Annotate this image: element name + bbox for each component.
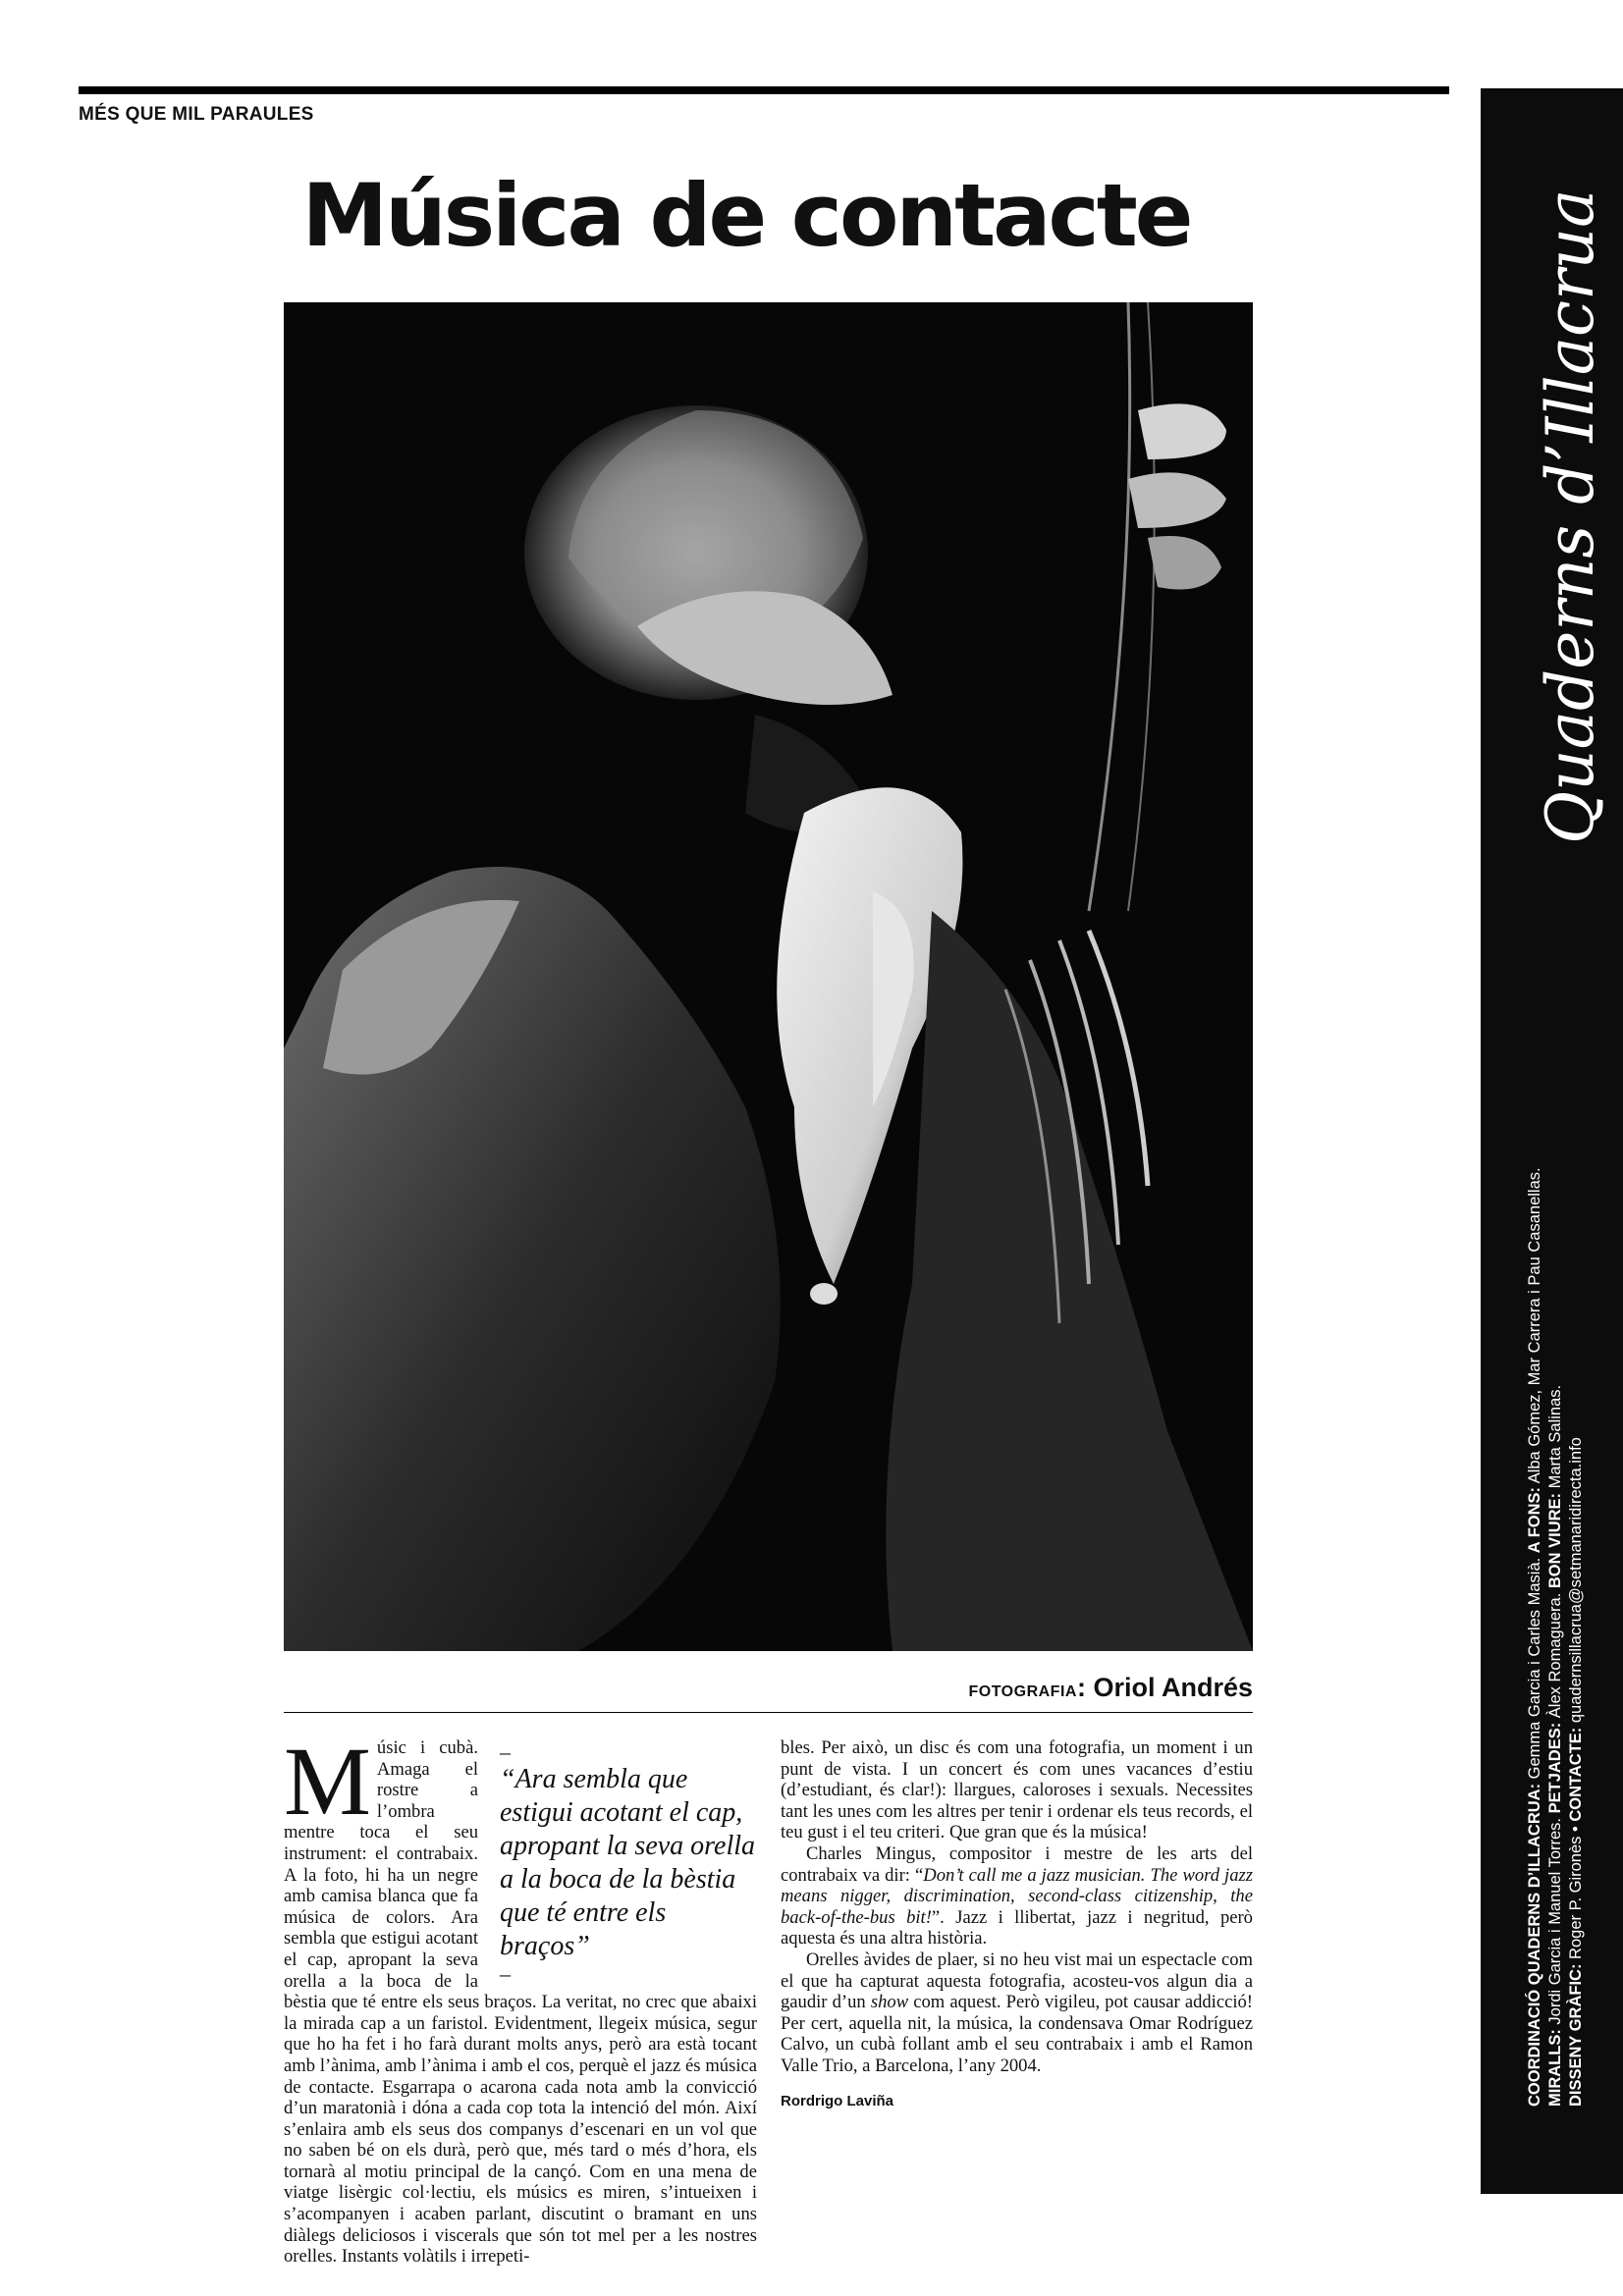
credit-rule bbox=[284, 1712, 1253, 1713]
photograph-bassist bbox=[284, 302, 1253, 1651]
pull-quote-dash-top: – bbox=[500, 1739, 511, 1764]
article-text: úsic i cubà. Amaga el rostre a l’ombra mentre toca el seu instrument: el contrabaix. A la foto, hi ha un negre amb camisa blanca que fa música de colors. Ara sembla que estigui acotant el cap, apropant la seva orella a la boca de la bèstia que té entre els seus braços. La veritat, no crec que abaixi la mirada cap a un faristol. Evidentment, llegeix música, segur que ho ha fet i ho farà durant molts anys, però ara està tocant amb l’ànima, amb l’ànima i amb el cos, perquè el jazz és música de contacte. Esgarrapa o acarona cada nota amb la convicció d’un maratonià i dóna a cada cop tota la intenció del món. Així s’enlaira amb els seus dos companys d’escenari en un vol que no saben bé on els durà, però que, més tard o més d’hora, els tornarà al motiu principal de la cançó. Com en una mena de viatge lisèrgic col·lectiu, els músics es miren, s’intueixen i s’acompanyen i acaben parlant, discutint o bramant en uns diàlegs deliciosos i viscerals que són tot mel per a les nostres orelles. Instants volàtils i irrepeti- bbox=[284, 1737, 757, 2268]
article-text: ”. Jazz i llibertat, jazz i negritud, però aquesta és una altra història. bbox=[781, 1906, 1253, 1949]
article-paragraph bbox=[781, 1949, 1253, 2077]
staff-credits bbox=[1525, 1076, 1587, 2107]
pull-quote bbox=[500, 1741, 757, 1985]
article-column-1 bbox=[284, 1727, 757, 2268]
article-text: Charles Mingus, compositor i mestre de les arts del contrabaix va dir: “ bbox=[781, 1842, 1253, 1886]
top-rule bbox=[79, 86, 1449, 94]
author-byline: Rordrigo Laviña bbox=[781, 2092, 894, 2109]
mingus-quote: Don’t call me a jazz musician. The word jazz means nigger, discrimination, second-class citizenship, the back-of-the-bus bit! bbox=[781, 1864, 1253, 1928]
headline: Música de contacte bbox=[301, 165, 1191, 266]
photo-credit-name: Oriol Andrés bbox=[1093, 1673, 1253, 1702]
photo-credit-label: FOTOGRAFIA bbox=[968, 1683, 1077, 1700]
show-word: show bbox=[870, 1992, 909, 2013]
credits-line-3: DISSENY GRÀFIC: Roger P. Gironès • CONTACTE: quadernsillacrua@setmanaridirecta.info bbox=[1567, 1437, 1585, 2107]
masthead: Quaderns d’Illacrua bbox=[1533, 188, 1608, 844]
article-paragraph: bles. Per això, un disc és com una fotografia, un moment i un punt de vista. I un concert és com unes vacances d’estiu (d’estudiant, és clar!): llargues, caloroses i sexuals. Necessites tant les unes com les altres per tenir i ordenar els teus records, el teu gust i el teu criteri. Que gran que és la música! bbox=[781, 1737, 1253, 1843]
pull-quote-text: “Ara sembla que estigui acotant el cap, apropant la seva orella a la boca de la bèstia que té entre els braços” bbox=[500, 1764, 756, 1961]
article-text: Orelles àvides de plaer, si no heu vist mai un espectacle com el que ha capturat aquesta fotografia, acosteu-vos algun dia a gaudir d’un bbox=[781, 1949, 1253, 2013]
article-paragraph bbox=[284, 1727, 757, 2268]
article-paragraph bbox=[781, 1843, 1253, 1949]
section-label: MÉS QUE MIL PARAULES bbox=[79, 104, 314, 125]
credits-line-2: MIRALLS: Jordi Garcia i Manuel Torres. PETJADES: Àlex Romaguera. BON VIURE: Marta Salinas. bbox=[1546, 1384, 1564, 2107]
article-text: com aquest. Però vigileu, pot causar addicció! Per cert, aquella nit, la música, la condensava Omar Rodríguez Calvo, un cubà follant amb el seu contrabaix i amb el Ramon Valle Trio, a Barcelona, l’any 2004. bbox=[781, 1992, 1253, 2076]
article-column-2 bbox=[781, 1737, 1253, 2111]
photo-credit-separator: : bbox=[1076, 1673, 1086, 1702]
photo-credit bbox=[968, 1673, 1253, 1703]
drop-cap: M bbox=[284, 1727, 371, 1836]
photograph-bassist-icon bbox=[284, 302, 1253, 1651]
pull-quote-dash-bottom: – bbox=[500, 1961, 511, 1986]
credits-line-1: COORDINACIÓ QUADERNS D’ILLACRUA: Gemma Garcia i Carles Masià. A FONS: Alba Gómez, Mar Carrera i Pau Casanellas. bbox=[1526, 1167, 1543, 2107]
